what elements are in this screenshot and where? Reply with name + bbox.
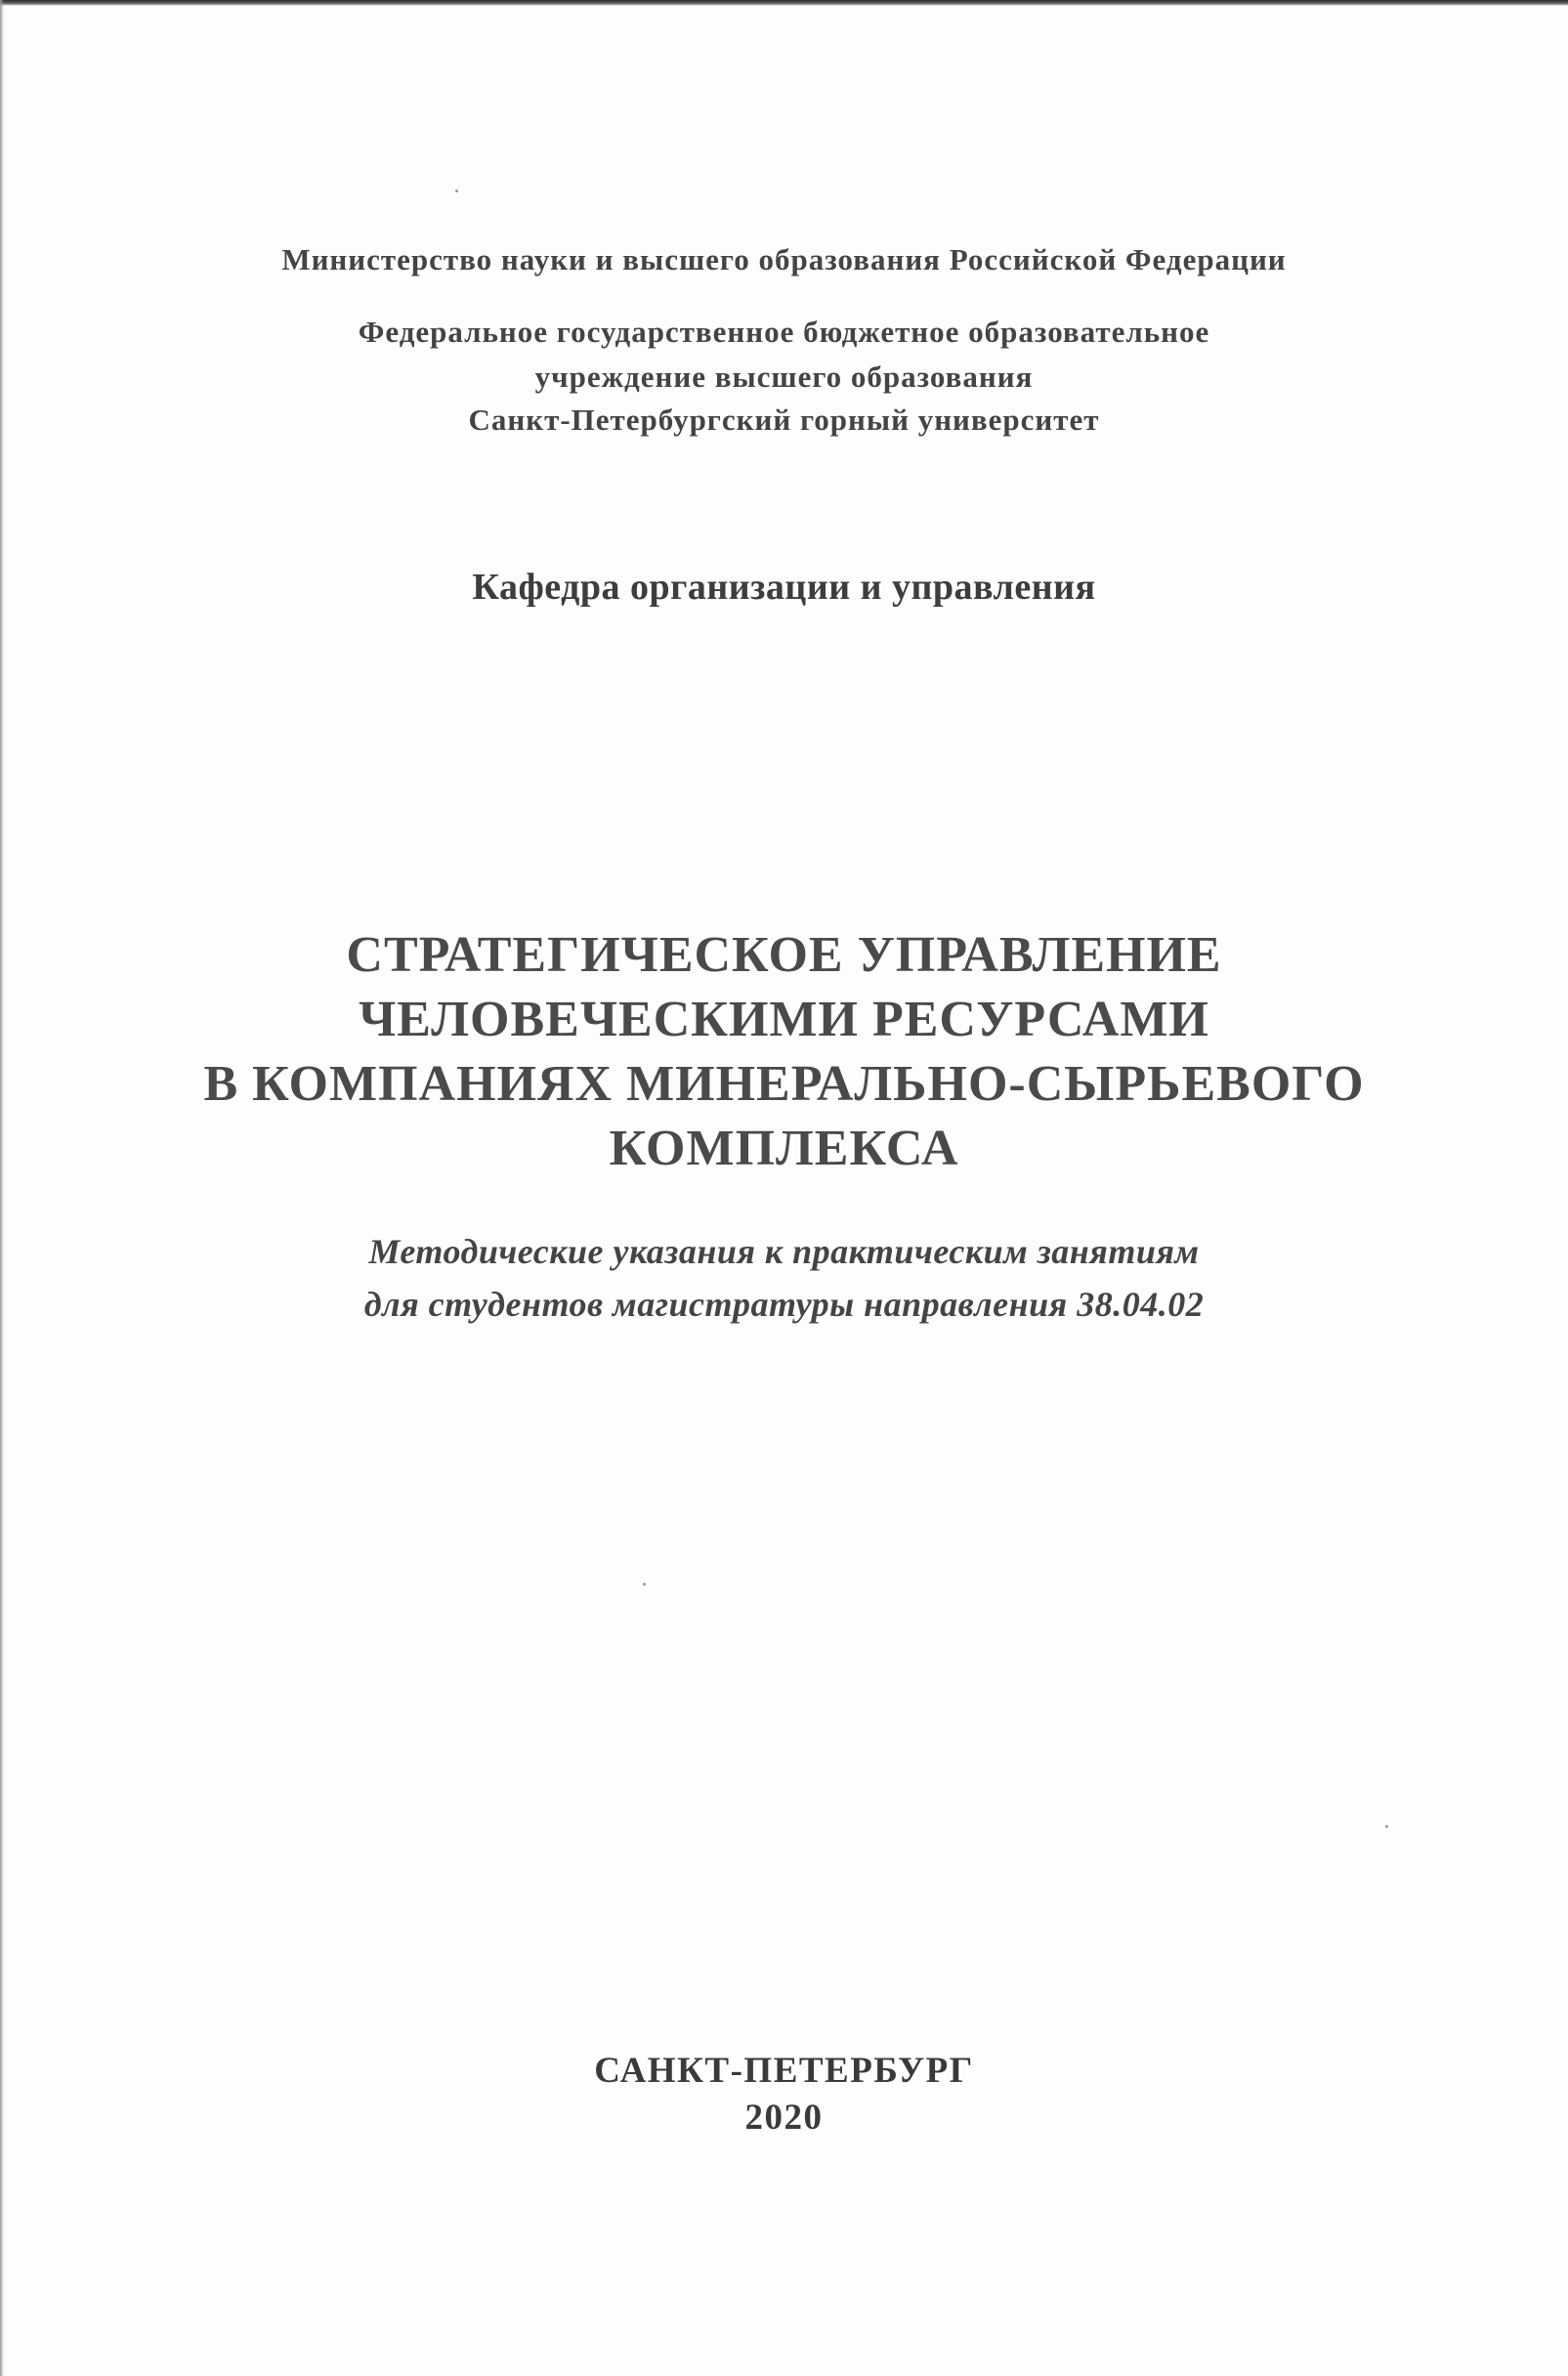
institution-line-1: Федеральное государственное бюджетное образовательное (358, 315, 1210, 349)
city: САНКТ-ПЕТЕРБУРГ (594, 2051, 974, 2091)
title-line-2: ЧЕЛОВЕЧЕСКИМИ РЕСУРСАМИ (359, 992, 1209, 1047)
title-line-4: КОМПЛЕКСА (609, 1121, 959, 1176)
title-line-1: СТРАТЕГИЧЕСКОЕ УПРАВЛЕНИЕ (346, 927, 1222, 983)
subtitle-line-2: для студентов магистратуры направления 38.04.02 (363, 1285, 1205, 1324)
scan-left-edge (0, 0, 4, 2376)
year: 2020 (744, 2098, 824, 2138)
institution-line-2: учреждение высшего образования (534, 360, 1034, 394)
ministry-line: Министерство науки и высшего образования Российской Федерации (281, 242, 1287, 276)
scan-top-edge (0, 0, 1568, 6)
scan-speck (643, 1583, 646, 1586)
subtitle-line-1: Методические указания к практическим занятиям (368, 1232, 1200, 1271)
title-line-3: В КОМПАНИЯХ МИНЕРАЛЬНО-СЫРЬЕВОГО (203, 1056, 1365, 1112)
department-name: Кафедра организации и управления (472, 567, 1096, 608)
scan-speck (1385, 1825, 1388, 1828)
scan-speck (455, 190, 458, 192)
institution-line-3: Санкт-Петербургский горный университет (468, 403, 1100, 437)
